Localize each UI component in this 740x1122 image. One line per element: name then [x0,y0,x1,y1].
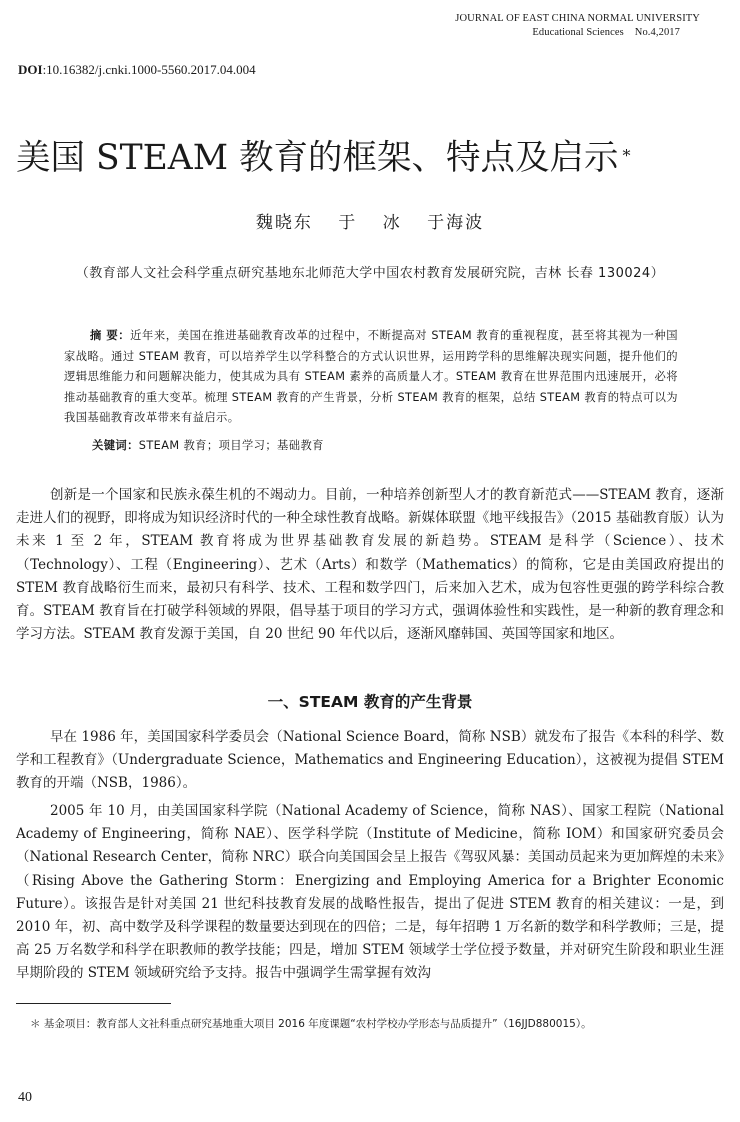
title-text: 美国 STEAM 教育的框架、特点及启示 [16,138,619,178]
journal-issue: Educational Sciences No.4,2017 [532,27,680,38]
keywords-text: STEAM 教育；项目学习；基础教育 [138,439,324,452]
abstract-text: 近年来，美国在推进基础教育改革的过程中，不断提高对 STEAM 教育的重视程度，甚至将其视为一种国家战略。通过 STEAM 教育，可以培养学生以学科整合的方式认识世界，运用跨学科的思维解决现实问题，提升他们的逻辑思维能力和问题解决能力，使其成为具有 STEAM 素养的高质量人才。STEAM 教育在世界范围内迅速展开，必将推动基础教育的重大变革。梳理 STEAM 教育的产生背景，分析 STEAM 教育的框架，总结 STEAM 教育的特点可以为我国基础教育改革带来有益启示。 [64,329,678,425]
section-heading-1: 一、STEAM 教育的产生背景 [267,693,473,711]
title-footnote-mark: * [622,146,631,165]
abstract-label: 摘 要： [90,329,131,342]
doi-label: DOI [18,62,43,77]
doi-line [18,62,256,78]
body-paragraph-3: 2005 年 10 月，由美国国家科学院（National Academy of Science，简称 NAS）、国家工程院（National Academy of Engineering，简称 NAE）、医学科学院（Institute of Medicine，简称 IOM）和国家研究委员会（National Research Center，简称 NRC）联合向美国国会呈上报告《驾驭风暴：美国动员起来为更加辉煌的未来》（Rising Above the Gathering Storm：Energizing and Employing America for a Brighter Economic Future）。该报告是针对美国 21 世纪科技教育发展的战略性报告，提出了促进 STEM 教育的相关建议：一是，到 2010 年，初、高中数学及科学课程的数量要达到现在的四倍；二是，每年招聘 1 万名新的数学和科学教师；三是，提高 25 万名数学和科学在职教师的教学技能；四是，增加 STEM 领域学士学位授予数量，并对研究生阶段和职业生涯早期阶段的 STEM 领域研究给予支持。报告中强调学生需掌握有效沟 [16,803,724,982]
doi-value: :10.16382/j.cnki.1000-5560.2017.04.004 [42,62,256,77]
footnote-funding: ＊ 基金项目：教育部人文社科重点研究基地重大项目 2016 年度课题“农村学校办学形态与品质提升”（16JJD880015）。 [30,1018,592,1030]
authors: 魏晓东 于 冰 于海波 [255,213,485,233]
affiliation: （教育部人文社会科学重点研究基地东北师范大学中国农村教育发展研究院，吉林 长春 130024） [75,266,665,281]
body-paragraph-2: 早在 1986 年，美国国家科学委员会（National Science Board，简称 NSB）就发布了报告《本科的科学、数学和工程教育》（Undergraduate Science，Mathematics and Engineering Education），这被视为提倡 STEM 教育的开端（NSB，1986）。 [16,729,724,792]
keywords [92,437,324,453]
journal-header [455,12,700,40]
article-title [16,136,736,180]
journal-name: JOURNAL OF EAST CHINA NORMAL UNIVERSITY [455,13,700,24]
abstract [64,326,678,429]
page-number: 40 [18,1090,32,1105]
footnote-divider [16,1003,171,1004]
keywords-label: 关键词： [92,439,139,452]
body-paragraph-1: 创新是一个国家和民族永葆生机的不竭动力。目前，一种培养创新型人才的教育新范式——STEAM 教育，逐渐走进人们的视野，即将成为知识经济时代的一种全球性教育战略。新媒体联盟《地平线报告》（2015 基础教育版）认为未来 1 至 2 年，STEAM 教育将成为世界基础教育发展的新趋势。STEAM 是科学（Science）、技术（Technology）、工程（Engineering）、艺术（Arts）和数学（Mathematics）的简称，它是由美国政府提出的 STEM 教育战略衍生而来，最初只有科学、技术、工程和数学四门，后来加入艺术，成为包容性更强的跨学科综合教育。STEAM 教育旨在打破学科领域的界限，倡导基于项目的学习方式，强调体验性和实践性，是一种新的教育理念和学习方法。STEAM 教育发源于美国，自 20 世纪 90 年代以后，逐渐风靡韩国、英国等国家和地区。 [16,487,724,643]
